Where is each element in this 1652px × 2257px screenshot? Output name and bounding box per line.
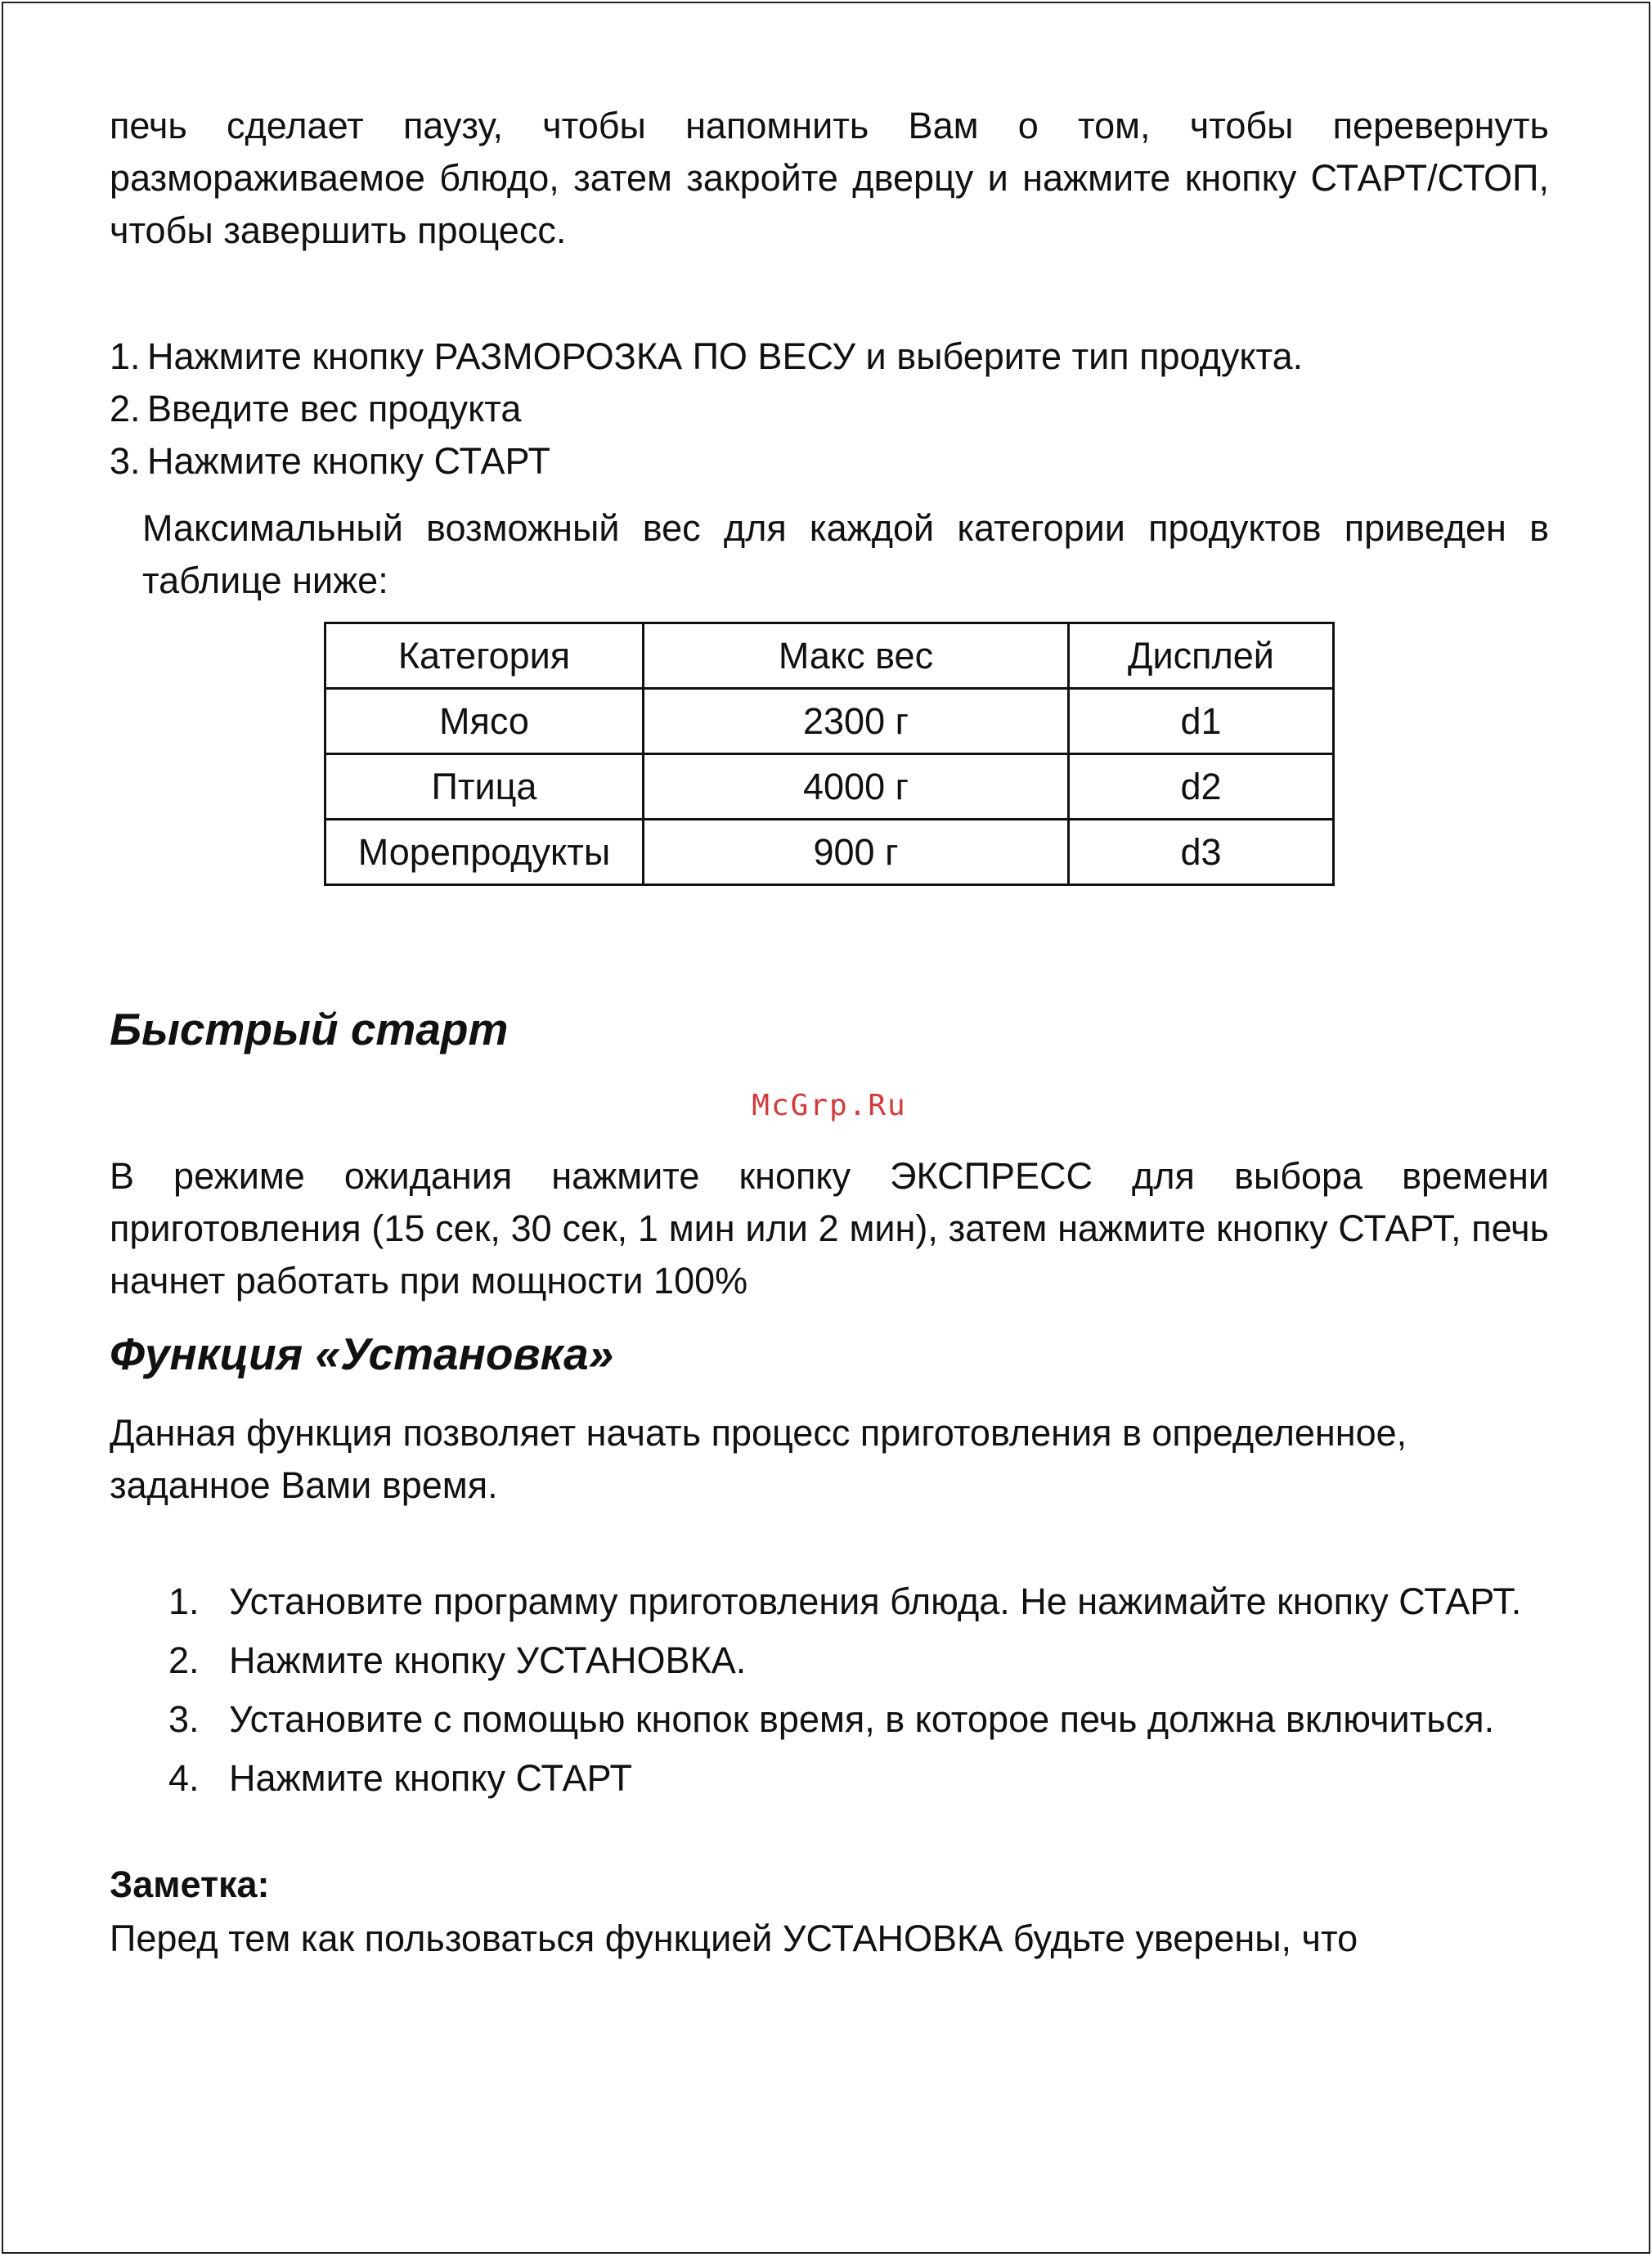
table-intro-paragraph: Максимальный возможный вес для каждой категории продуктов приведен в таблице ниже: xyxy=(142,507,1549,601)
table-cell: d1 xyxy=(1069,689,1334,754)
table-cell: d3 xyxy=(1069,820,1334,885)
table-cell: 2300 г xyxy=(644,689,1069,754)
table-cell: 4000 г xyxy=(644,754,1069,820)
quick-start-paragraph: В режиме ожидания нажмите кнопку ЭКСПРЕСС для выбора времени приготовления (15 сек, 30 сек, 1 мин или 2 мин), затем нажмите кнопку СТАРТ, печь начнет работать при мощности 100% xyxy=(110,1155,1549,1302)
list-item-number: 3. xyxy=(168,1698,200,1740)
list-item-number: 4. xyxy=(168,1757,200,1799)
setup-steps-list xyxy=(110,1576,1549,1805)
table-row xyxy=(325,754,1334,820)
list-item-text: Введите вес продукта xyxy=(147,388,522,429)
table-header-cell: Макс вес xyxy=(644,623,1069,689)
page-content xyxy=(110,100,1549,1965)
list-item xyxy=(110,1634,1549,1687)
intro-paragraph: печь сделает паузу, чтобы напомнить Вам о том, чтобы перевернуть размораживаемое блюдо, затем закройте дверцу и нажмите кнопку СТАРТ/СТОП, чтобы завершить процесс. xyxy=(110,105,1549,251)
setup-function-paragraph: Данная функция позволяет начать процесс приготовления в определенное, заданное Вами время. xyxy=(110,1412,1407,1506)
category-weight-table xyxy=(324,622,1335,886)
table-row xyxy=(325,820,1334,885)
list-item-number: 2. xyxy=(168,1639,200,1681)
list-item-number: 1. xyxy=(168,1580,200,1622)
list-item xyxy=(110,330,1549,383)
list-item xyxy=(110,1752,1549,1805)
document-page xyxy=(2,2,1650,2254)
list-item-text: Нажмите кнопку УСТАНОВКА. xyxy=(229,1639,747,1681)
list-item-number: 2. xyxy=(110,388,141,429)
table-cell: Морепродукты xyxy=(325,820,644,885)
note-paragraph: Перед тем как пользоваться функцией УСТАНОВКА будьте уверены, что xyxy=(110,1918,1358,1959)
list-item-text: Установите с помощью кнопок время, в которое печь должна включиться. xyxy=(229,1698,1495,1740)
table-cell: 900 г xyxy=(644,820,1069,885)
list-item xyxy=(110,383,1549,435)
list-item-text: Установите программу приготовления блюда. Не нажимайте кнопку СТАРТ. xyxy=(229,1580,1522,1622)
list-item-text: Нажмите кнопку СТАРТ xyxy=(147,440,550,482)
quick-start-heading: Быстрый старт xyxy=(110,1004,509,1054)
watermark-text: McGrp.Ru xyxy=(752,1089,907,1122)
table-cell: Птица xyxy=(325,754,644,820)
note-label: Заметка: xyxy=(110,1864,270,1905)
list-item-number: 3. xyxy=(110,440,141,482)
list-item-text: Нажмите кнопку РАЗМОРОЗКА ПО ВЕСУ и выберите тип продукта. xyxy=(147,335,1304,377)
table-row xyxy=(325,689,1334,754)
table-cell: d2 xyxy=(1069,754,1334,820)
table-header-cell: Дисплей xyxy=(1069,623,1334,689)
list-item-text: Нажмите кнопку СТАРТ xyxy=(229,1757,632,1799)
defrost-steps-list xyxy=(110,330,1549,488)
table-header-cell: Категория xyxy=(325,623,644,689)
list-item xyxy=(110,1693,1549,1746)
setup-function-heading: Функция «Установка» xyxy=(110,1329,614,1379)
list-item-number: 1. xyxy=(110,335,141,377)
list-item xyxy=(110,1576,1549,1628)
table-cell: Мясо xyxy=(325,689,644,754)
table-header-row xyxy=(325,623,1334,689)
list-item xyxy=(110,435,1549,488)
